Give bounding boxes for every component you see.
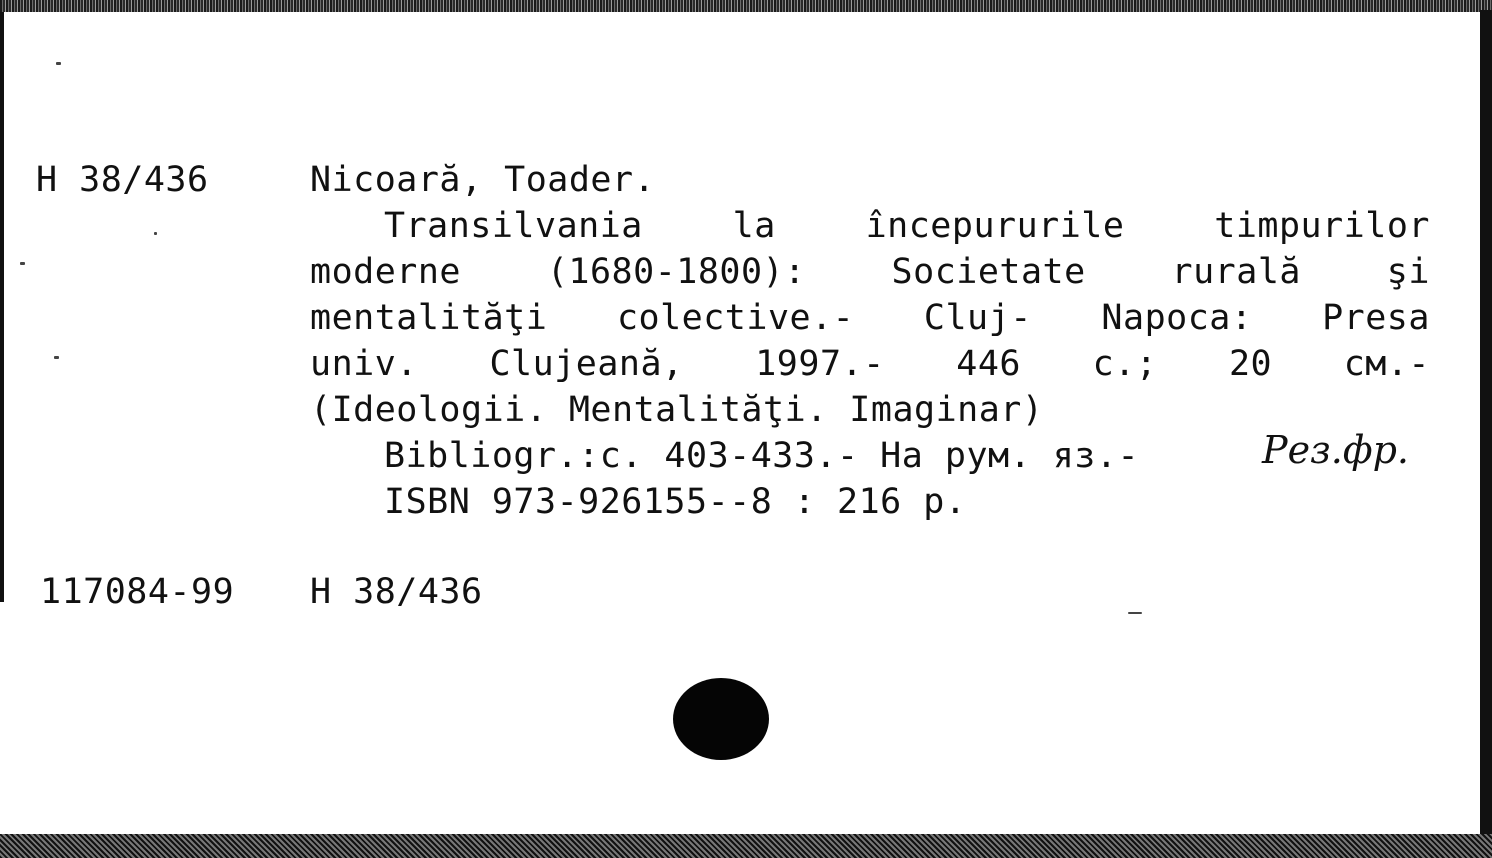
title-word: (1680-1800):	[546, 252, 806, 292]
title-word: începururile	[865, 206, 1125, 246]
title-word: rurală	[1171, 252, 1301, 292]
title-word: Napoca:	[1101, 298, 1253, 338]
title-word: univ.	[310, 344, 418, 384]
title-word: Cluj-	[923, 298, 1032, 338]
title-word: moderne	[310, 252, 462, 292]
card-bottom-edge	[0, 834, 1492, 858]
title-word: 446	[956, 344, 1021, 384]
card-right-edge	[1480, 10, 1492, 846]
title-line-3	[310, 296, 1430, 340]
title-word: Transilvania	[384, 206, 643, 246]
shelf-mark: H 38/436	[310, 572, 483, 612]
title-word: şi	[1386, 252, 1430, 292]
punch-hole	[673, 678, 769, 760]
card-top-edge	[0, 0, 1492, 12]
card-left-edge	[0, 12, 4, 602]
series-statement: (Ideologii. Mentalităţi. Imaginar)	[310, 390, 1044, 430]
bibliography-note: Bibliogr.:c. 403-433.- На рум. яз.-	[384, 436, 1140, 476]
call-number: H 38/436	[36, 160, 209, 200]
title-word: Presa	[1322, 298, 1430, 338]
title-word: 20	[1228, 344, 1273, 384]
paper-speck	[1128, 612, 1142, 614]
title-word: mentalităţi	[310, 298, 548, 338]
paper-speck	[20, 262, 25, 265]
title-word: la	[732, 206, 776, 246]
title-word: colective.-	[616, 298, 855, 338]
title-word: 1997.-	[755, 344, 885, 384]
title-word: c.;	[1092, 344, 1158, 384]
title-line-1	[384, 204, 1430, 248]
paper-speck	[54, 356, 59, 359]
author-heading: Nicoară, Toader.	[310, 160, 656, 200]
title-word: Societate	[891, 252, 1086, 292]
paper-speck	[154, 232, 157, 235]
accession-number: 117084-99	[40, 572, 235, 612]
isbn-price: ISBN 973-926155--8 : 216 р.	[384, 482, 967, 522]
title-line-4	[310, 342, 1430, 386]
title-word: Clujeană,	[489, 344, 684, 384]
title-word: timpurilor	[1214, 206, 1430, 246]
paper-speck	[56, 62, 61, 65]
title-line-2	[310, 250, 1430, 294]
title-word: см.-	[1343, 344, 1430, 384]
handwritten-annotation: Рез.фр.	[1262, 428, 1410, 472]
